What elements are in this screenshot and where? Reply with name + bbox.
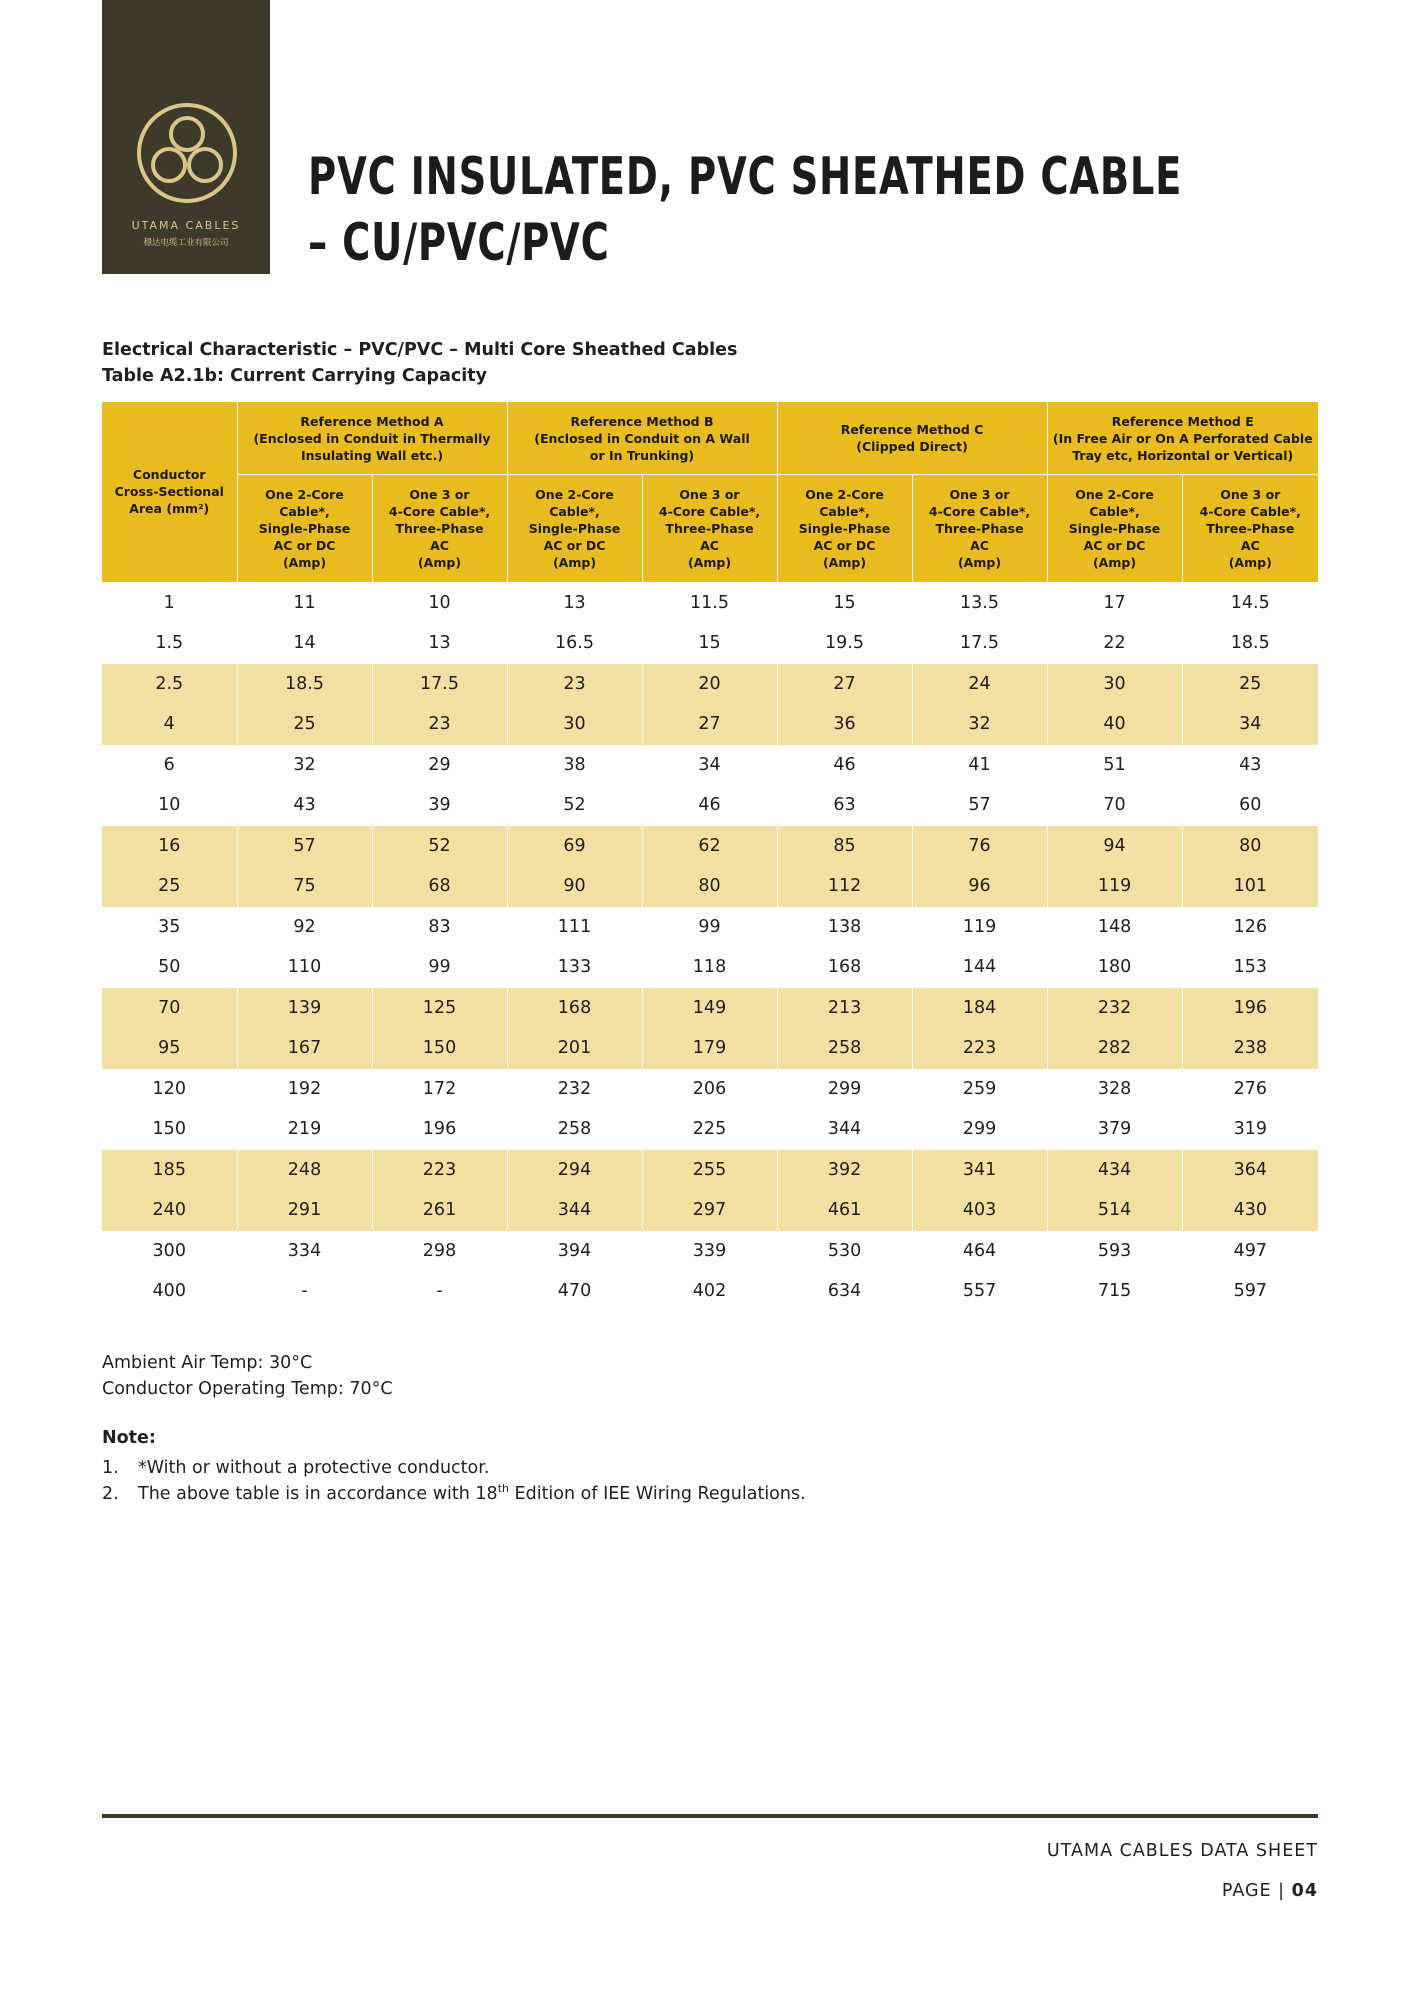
current-value-cell: 344 — [777, 1109, 912, 1150]
current-value-cell: 201 — [507, 1028, 642, 1069]
table-row — [102, 826, 1318, 867]
header-line: Single-Phase — [528, 521, 621, 536]
sub-column-header — [912, 475, 1047, 583]
header-line: Area (mm²) — [129, 501, 210, 517]
current-value-cell: 40 — [1047, 704, 1182, 745]
current-value-cell: 470 — [507, 1271, 642, 1312]
current-value-cell: 23 — [507, 664, 642, 705]
current-value-cell: 46 — [777, 745, 912, 786]
page-prefix: PAGE | — [1221, 1881, 1292, 1901]
table-row — [102, 988, 1318, 1029]
header-line: (In Free Air or On A Perforated Cable — [1052, 430, 1313, 446]
note-number: 2. — [102, 1484, 119, 1504]
current-value-cell: 119 — [1047, 866, 1182, 907]
current-value-cell: 17.5 — [912, 623, 1047, 664]
current-value-cell: 294 — [507, 1150, 642, 1191]
header-line: One 2-Core — [535, 487, 614, 502]
brand-name: UTAMA CABLES — [131, 219, 241, 232]
table-row — [102, 907, 1318, 948]
sub-column-header — [1182, 475, 1318, 583]
current-value-cell: 557 — [912, 1271, 1047, 1312]
current-value-cell: 110 — [237, 947, 372, 988]
current-value-cell: 291 — [237, 1190, 372, 1231]
current-value-cell: 39 — [372, 785, 507, 826]
current-value-cell: 282 — [1047, 1028, 1182, 1069]
operating-temp: Conductor Operating Temp: 70°C — [102, 1379, 393, 1399]
header-line: 4-Core Cable*, — [388, 504, 491, 519]
current-value-cell: 341 — [912, 1150, 1047, 1191]
current-value-cell: 344 — [507, 1190, 642, 1231]
current-value-cell: 96 — [912, 866, 1047, 907]
current-value-cell: 18.5 — [1182, 623, 1318, 664]
current-value-cell: 32 — [237, 745, 372, 786]
table-row — [102, 1271, 1318, 1312]
table-row — [102, 1231, 1318, 1272]
current-value-cell: 150 — [372, 1028, 507, 1069]
footer-divider — [102, 1814, 1318, 1818]
current-value-cell: 225 — [642, 1109, 777, 1150]
header-line: AC or DC — [543, 538, 606, 553]
ambient-temp: Ambient Air Temp: 30°C — [102, 1353, 313, 1373]
header-line: 4-Core Cable*, — [1199, 504, 1301, 519]
conductor-area-cell: 185 — [102, 1150, 237, 1191]
current-value-cell: 530 — [777, 1231, 912, 1272]
header-line: Cable*, — [819, 504, 870, 519]
current-value-cell: 497 — [1182, 1231, 1318, 1272]
header-line: or In Trunking) — [589, 447, 695, 463]
current-value-cell: 34 — [642, 745, 777, 786]
conductor-area-cell: 16 — [102, 826, 237, 867]
header-line: (Amp) — [822, 555, 867, 570]
notes-title: Note: — [102, 1428, 156, 1448]
table-caption: Table A2.1b: Current Carrying Capacity — [102, 366, 488, 386]
header-line: 4-Core Cable*, — [658, 504, 761, 519]
note-item — [102, 1455, 806, 1481]
current-value-cell: 36 — [777, 704, 912, 745]
title-line-1: PVC INSULATED, PVC SHEATHED CABLE — [308, 147, 1183, 207]
header-line: AC — [430, 538, 449, 553]
table-row — [102, 1069, 1318, 1110]
table-row — [102, 704, 1318, 745]
current-value-cell: 30 — [1047, 664, 1182, 705]
conductor-area-cell: 10 — [158, 795, 181, 816]
table-row — [102, 664, 1318, 705]
current-value-cell: 111 — [507, 907, 642, 948]
current-value-cell: 11 — [237, 582, 372, 623]
header-line: Three-Phase — [395, 521, 484, 536]
sub-column-header — [507, 475, 642, 583]
header-line: AC — [700, 538, 719, 553]
current-value-cell: 192 — [237, 1069, 372, 1110]
current-value-cell: 298 — [372, 1231, 507, 1272]
method-c-header — [777, 402, 1047, 475]
current-value-cell: 392 — [777, 1150, 912, 1191]
header-line: (Amp) — [282, 555, 327, 570]
sub-column-header — [372, 475, 507, 583]
current-value-cell: 19.5 — [777, 623, 912, 664]
header-line: (Enclosed in Conduit in Thermally — [253, 430, 491, 446]
current-value-cell: 276 — [1182, 1069, 1318, 1110]
current-value-cell: 29 — [372, 745, 507, 786]
header-line: (Amp) — [957, 555, 1002, 570]
conductor-area-cell: 2.5 — [102, 664, 237, 705]
header-line: One 2-Core — [1075, 487, 1154, 502]
page-number: 04 — [1291, 1881, 1318, 1901]
current-value-cell: 259 — [912, 1069, 1047, 1110]
header-line: AC — [1240, 538, 1260, 553]
current-value-cell: 80 — [1182, 826, 1318, 867]
header-line: Reference Method A — [300, 413, 444, 429]
conductor-area-cell: 6 — [163, 754, 175, 775]
current-value-cell: 139 — [237, 988, 372, 1029]
current-value-cell: 430 — [1182, 1190, 1318, 1231]
header-line: (Amp) — [552, 555, 597, 570]
current-value-cell: 514 — [1047, 1190, 1182, 1231]
current-value-cell: 144 — [912, 947, 1047, 988]
current-value-cell: 30 — [507, 704, 642, 745]
current-value-cell: 213 — [777, 988, 912, 1029]
header-line: Single-Phase — [798, 521, 891, 536]
current-value-cell: 319 — [1182, 1109, 1318, 1150]
table-row — [102, 1150, 1318, 1191]
conductor-area-cell: 70 — [102, 988, 237, 1029]
current-value-cell: 461 — [777, 1190, 912, 1231]
current-value-cell: 299 — [777, 1069, 912, 1110]
current-value-cell: 94 — [1047, 826, 1182, 867]
current-value-cell: 364 — [1182, 1150, 1318, 1191]
conductor-area-cell: 400 — [152, 1281, 186, 1302]
conductor-area-cell: 95 — [102, 1028, 237, 1069]
current-value-cell: 403 — [912, 1190, 1047, 1231]
conductor-area-cell: 1.5 — [155, 633, 184, 654]
current-value-cell: 238 — [1182, 1028, 1318, 1069]
current-value-cell: 52 — [372, 826, 507, 867]
current-value-cell: 70 — [1047, 785, 1182, 826]
header-line: Insulating Wall etc.) — [300, 447, 444, 463]
method-b-header — [507, 402, 777, 475]
three-core-cable-emblem-icon — [135, 101, 239, 205]
current-value-cell: 76 — [912, 826, 1047, 867]
header-line: AC or DC — [273, 538, 336, 553]
current-value-cell: 138 — [777, 907, 912, 948]
page-title — [308, 144, 1183, 276]
current-value-cell: 196 — [372, 1109, 507, 1150]
note-text: The above table is in accordance with 18 — [138, 1484, 498, 1504]
current-value-cell: 62 — [642, 826, 777, 867]
current-value-cell: 394 — [507, 1231, 642, 1272]
header-line: One 3 or — [409, 487, 470, 502]
current-value-cell: 168 — [507, 988, 642, 1029]
table-row — [102, 745, 1318, 786]
current-value-cell: 83 — [372, 907, 507, 948]
conductor-area-cell: 50 — [158, 957, 181, 978]
current-value-cell: 126 — [1182, 907, 1318, 948]
current-value-cell: 464 — [912, 1231, 1047, 1272]
sub-column-header — [642, 475, 777, 583]
current-value-cell: - — [372, 1271, 507, 1312]
current-value-cell: 379 — [1047, 1109, 1182, 1150]
table-row — [102, 582, 1318, 623]
current-value-cell: 232 — [507, 1069, 642, 1110]
table-row — [102, 785, 1318, 826]
current-value-cell: 68 — [372, 866, 507, 907]
conductor-area-cell: 300 — [152, 1240, 186, 1261]
current-value-cell: 92 — [237, 907, 372, 948]
current-value-cell: 172 — [372, 1069, 507, 1110]
current-value-cell: 43 — [1182, 745, 1318, 786]
current-value-cell: 206 — [642, 1069, 777, 1110]
header-line: One 2-Core — [265, 487, 344, 502]
current-value-cell: 334 — [237, 1231, 372, 1272]
header-line: (Amp) — [1228, 555, 1272, 570]
current-value-cell: 18.5 — [237, 664, 372, 705]
sub-column-header — [777, 475, 912, 583]
header-line: Reference Method E — [1111, 413, 1254, 429]
current-value-cell: 27 — [642, 704, 777, 745]
current-value-cell: 258 — [777, 1028, 912, 1069]
current-value-cell: 133 — [507, 947, 642, 988]
header-line: Single-Phase — [258, 521, 351, 536]
current-value-cell: 25 — [1182, 664, 1318, 705]
current-value-cell: 46 — [642, 785, 777, 826]
current-value-cell: 16.5 — [507, 623, 642, 664]
current-value-cell: 149 — [642, 988, 777, 1029]
header-line: Cable*, — [549, 504, 600, 519]
header-line: Reference Method B — [570, 413, 714, 429]
current-value-cell: 11.5 — [642, 582, 777, 623]
current-value-cell: 15 — [642, 623, 777, 664]
current-value-cell: 80 — [642, 866, 777, 907]
note-superscript: th — [497, 1482, 509, 1496]
current-value-cell: - — [237, 1271, 372, 1312]
current-value-cell: 223 — [912, 1028, 1047, 1069]
sub-column-header — [1047, 475, 1182, 583]
header-line: One 3 or — [1220, 487, 1281, 502]
current-value-cell: 434 — [1047, 1150, 1182, 1191]
header-line: AC — [970, 538, 989, 553]
current-value-cell: 14.5 — [1182, 582, 1318, 623]
current-value-cell: 10 — [372, 582, 507, 623]
current-value-cell: 57 — [912, 785, 1047, 826]
current-value-cell: 597 — [1182, 1271, 1318, 1312]
current-value-cell: 184 — [912, 988, 1047, 1029]
current-value-cell: 57 — [237, 826, 372, 867]
footer-page-number — [1222, 1881, 1318, 1901]
current-value-cell: 15 — [777, 582, 912, 623]
header-line: (Amp) — [687, 555, 732, 570]
header-line: Three-Phase — [1206, 521, 1295, 536]
header-line: Single-Phase — [1068, 521, 1161, 536]
current-value-cell: 43 — [237, 785, 372, 826]
current-value-cell: 41 — [912, 745, 1047, 786]
conductor-area-cell: 25 — [102, 866, 237, 907]
current-value-cell: 232 — [1047, 988, 1182, 1029]
table-row — [102, 623, 1318, 664]
current-value-cell: 90 — [507, 866, 642, 907]
header-line: One 3 or — [679, 487, 740, 502]
current-value-cell: 17 — [1047, 582, 1182, 623]
table-row — [102, 1190, 1318, 1231]
current-value-cell: 715 — [1047, 1271, 1182, 1312]
header-line: AC or DC — [1083, 538, 1146, 553]
current-value-cell: 112 — [777, 866, 912, 907]
current-value-cell: 179 — [642, 1028, 777, 1069]
method-a-header — [237, 402, 507, 475]
conductor-area-cell: 150 — [152, 1119, 186, 1140]
conductor-area-header — [102, 402, 237, 582]
header-line: (Amp) — [1092, 555, 1137, 570]
current-value-cell: 63 — [777, 785, 912, 826]
current-value-cell: 17.5 — [372, 664, 507, 705]
brand-subname: 穩达电缆工业有限公司 — [143, 238, 229, 248]
operating-conditions — [102, 1350, 393, 1402]
note-text-cont: Edition of IEE Wiring Regulations. — [508, 1484, 806, 1504]
current-value-cell: 99 — [642, 907, 777, 948]
header-line: One 3 or — [949, 487, 1010, 502]
current-value-cell: 299 — [912, 1109, 1047, 1150]
table-row — [102, 866, 1318, 907]
current-value-cell: 20 — [642, 664, 777, 705]
note-text: *With or without a protective conductor. — [138, 1458, 490, 1478]
header-line: Cable*, — [1089, 504, 1140, 519]
current-value-cell: 13 — [507, 582, 642, 623]
current-value-cell: 75 — [237, 866, 372, 907]
current-value-cell: 593 — [1047, 1231, 1182, 1272]
current-value-cell: 119 — [912, 907, 1047, 948]
current-capacity-table — [102, 402, 1318, 1312]
table-row — [102, 1028, 1318, 1069]
current-value-cell: 34 — [1182, 704, 1318, 745]
current-value-cell: 328 — [1047, 1069, 1182, 1110]
current-value-cell: 196 — [1182, 988, 1318, 1029]
current-value-cell: 38 — [507, 745, 642, 786]
current-value-cell: 101 — [1182, 866, 1318, 907]
title-line-2: – CU/PVC/PVC — [308, 213, 610, 273]
header-line: 4-Core Cable*, — [928, 504, 1031, 519]
current-value-cell: 168 — [777, 947, 912, 988]
notes-list — [102, 1455, 806, 1507]
current-value-cell: 52 — [507, 785, 642, 826]
section-heading-block — [102, 337, 737, 389]
header-line: One 2-Core — [805, 487, 884, 502]
current-value-cell: 25 — [237, 704, 372, 745]
conductor-area-cell: 120 — [152, 1078, 186, 1099]
header-line: Tray etc, Horizontal or Vertical) — [1072, 447, 1294, 463]
current-value-cell: 118 — [642, 947, 777, 988]
sub-column-header — [237, 475, 372, 583]
header-line: Cable*, — [279, 504, 330, 519]
footer-label: UTAMA CABLES DATA SHEET — [1046, 1841, 1318, 1861]
header-line: Three-Phase — [665, 521, 754, 536]
current-value-cell: 634 — [777, 1271, 912, 1312]
brand-logo-panel — [102, 0, 270, 274]
current-value-cell: 27 — [777, 664, 912, 705]
conductor-area-cell: 4 — [102, 704, 237, 745]
table-row — [102, 947, 1318, 988]
current-value-cell: 402 — [642, 1271, 777, 1312]
current-value-cell: 223 — [372, 1150, 507, 1191]
table-row — [102, 1109, 1318, 1150]
header-line: (Amp) — [417, 555, 462, 570]
current-value-cell: 14 — [237, 623, 372, 664]
header-line: Cross-Sectional — [114, 484, 224, 500]
current-value-cell: 297 — [642, 1190, 777, 1231]
conductor-area-cell: 1 — [163, 592, 175, 613]
current-value-cell: 13 — [372, 623, 507, 664]
current-value-cell: 148 — [1047, 907, 1182, 948]
header-line: (Clipped Direct) — [856, 439, 968, 454]
current-value-cell: 85 — [777, 826, 912, 867]
current-value-cell: 167 — [237, 1028, 372, 1069]
current-value-cell: 60 — [1182, 785, 1318, 826]
current-value-cell: 69 — [507, 826, 642, 867]
method-e-header — [1047, 402, 1318, 475]
current-value-cell: 248 — [237, 1150, 372, 1191]
current-value-cell: 32 — [912, 704, 1047, 745]
current-value-cell: 219 — [237, 1109, 372, 1150]
current-value-cell: 125 — [372, 988, 507, 1029]
note-number: 1. — [102, 1458, 119, 1478]
note-item — [102, 1481, 806, 1507]
current-value-cell: 339 — [642, 1231, 777, 1272]
header-line: Conductor — [132, 467, 206, 483]
conductor-area-cell: 35 — [158, 916, 181, 937]
current-value-cell: 13.5 — [912, 582, 1047, 623]
header-line: Three-Phase — [935, 521, 1024, 536]
conductor-area-cell: 240 — [102, 1190, 237, 1231]
section-heading: Electrical Characteristic – PVC/PVC – Multi Core Sheathed Cables — [102, 340, 738, 360]
header-line: Reference Method C — [840, 422, 984, 437]
current-value-cell: 258 — [507, 1109, 642, 1150]
current-value-cell: 51 — [1047, 745, 1182, 786]
current-value-cell: 255 — [642, 1150, 777, 1191]
current-value-cell: 99 — [372, 947, 507, 988]
current-value-cell: 23 — [372, 704, 507, 745]
current-value-cell: 24 — [912, 664, 1047, 705]
current-value-cell: 261 — [372, 1190, 507, 1231]
header-line: AC or DC — [813, 538, 876, 553]
current-value-cell: 180 — [1047, 947, 1182, 988]
current-value-cell: 153 — [1182, 947, 1318, 988]
current-value-cell: 22 — [1047, 623, 1182, 664]
header-line: (Enclosed in Conduit on A Wall — [534, 430, 750, 446]
